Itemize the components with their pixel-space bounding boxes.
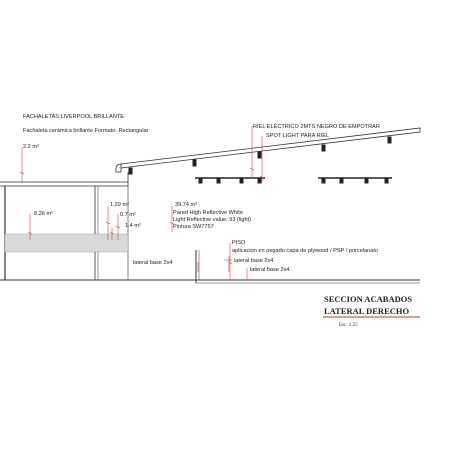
facade-title-label: FACHALETAS LIVERPOOL BRILLANTE <box>23 114 125 120</box>
area-left-wall-label: 8.26 m² <box>34 211 53 217</box>
leaders <box>20 126 264 280</box>
spot-2d <box>385 178 388 183</box>
rail-drop-5 <box>388 137 391 143</box>
leader-spot <box>260 136 264 182</box>
base-3-label: lateral base 2x4 <box>250 267 290 273</box>
base-1-label: lateral base 2x4 <box>133 260 173 266</box>
title-block <box>323 294 420 328</box>
facade-desc-label: Fachaleta cerámica brillante Formato: Rectangular <box>23 128 149 134</box>
spot-1b <box>217 178 220 183</box>
structure <box>0 128 420 283</box>
floor-desc-label: aplicacion en pegado capa de plywood / PSP / porcelanato <box>232 248 379 254</box>
rail-drop-1 <box>129 168 132 174</box>
title-line-1: SECCION ACABADOS <box>324 294 413 304</box>
area-facade-label: 2.2 m² <box>23 144 39 150</box>
spot-1c <box>240 178 243 183</box>
rail-drop-2 <box>193 160 196 166</box>
spot-label: SPOT LIGHT PARA RIEL <box>266 133 330 139</box>
paint-line-1: Pared High Reflective White <box>173 210 243 216</box>
spot-1a <box>199 178 202 183</box>
spot-2a <box>322 178 325 183</box>
title-line-2: LATERAL DERECHO <box>324 306 410 316</box>
paint-line-2: Light Reflective value: 93 (light) <box>173 217 252 223</box>
leader-facade <box>20 148 24 182</box>
rail-drop-3 <box>258 152 261 158</box>
rail-label: RIEL ELÉCTRICO 2MTS NEGRO DE EMPOTRAR <box>253 124 380 130</box>
roof-cap <box>116 164 121 172</box>
area-wall-label: 39.74 m² <box>175 202 198 208</box>
floor-title-label: PISO <box>232 240 246 246</box>
paint-line-3: Pintura SW7757 <box>173 224 214 230</box>
area-b-label: 0.7 m² <box>120 212 136 218</box>
spot-1d <box>258 178 261 183</box>
area-a-label: 1.29 m² <box>110 202 129 208</box>
spot-2c <box>365 178 368 183</box>
base-2-label: lateral base 2x4 <box>234 258 274 264</box>
title-scale: Esc. 1:25 <box>339 323 358 328</box>
facade-band <box>5 234 128 252</box>
area-c-label: 1.4 m² <box>125 223 141 229</box>
spot-2b <box>340 178 343 183</box>
rail-drop-4 <box>322 145 325 151</box>
